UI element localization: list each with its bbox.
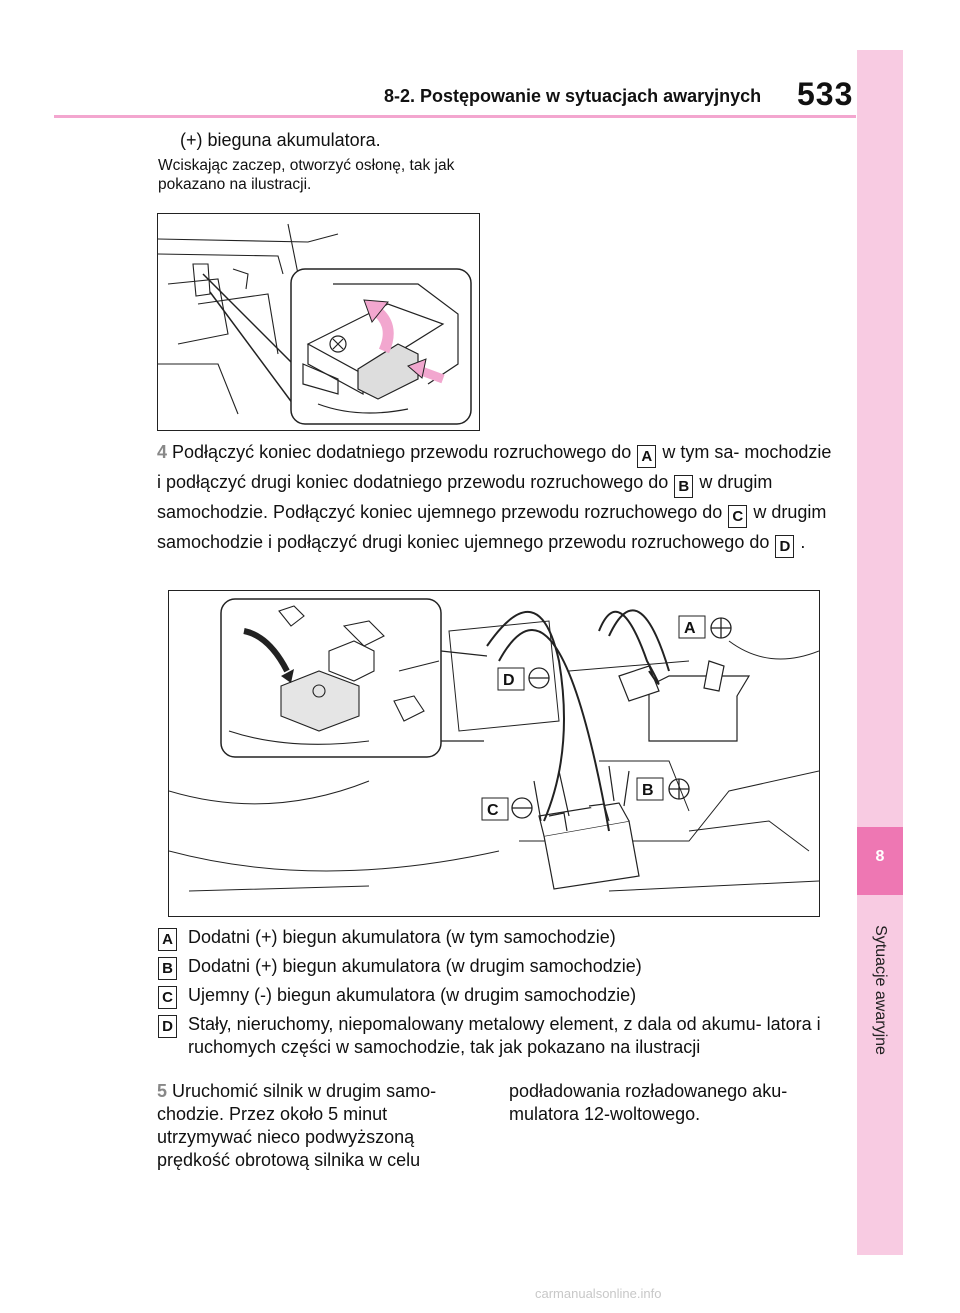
chapter-title: Sytuacje awaryjne [872, 925, 889, 1055]
legend-label: A [158, 928, 177, 951]
section-title: 8-2. Postępowanie w sytuacjach awaryjnych [384, 86, 762, 106]
legend-text: Stały, nieruchomy, niepomalowany metalowy element, z dala od akumu- latora i ruchomych części w samochodzie, tak jak pokazano na ilustracji [188, 1014, 821, 1057]
legend-label: B [158, 957, 177, 980]
label-d: D [775, 535, 794, 558]
step-number: 4 [157, 442, 168, 462]
label-a-on-image: A [684, 620, 696, 637]
step-4-part-1: Podłączyć koniec dodatniego przewodu rozruchowego do [172, 442, 632, 462]
step-5-column-1 [157, 1080, 487, 1172]
header-rule [54, 115, 856, 118]
chapter-side-tab [857, 50, 903, 1255]
chapter-number: 8 [875, 848, 885, 865]
step-5-column-2: podładowania rozładowanego aku- mulatora 12-woltowego. [509, 1081, 788, 1124]
page-number: 533 [797, 76, 854, 112]
intro-line: (+) bieguna akumulatora. [180, 130, 381, 150]
jump-start-illustration [168, 590, 820, 917]
label-d-on-image: D [503, 672, 515, 689]
step-4-part-2: w tym sa- mochodzie i podłączyć drugi koniec dodatniego przewodu rozruchowego do [157, 442, 832, 492]
step-4-text [157, 438, 837, 558]
step-number: 5 [157, 1081, 168, 1101]
legend-text: Dodatni (+) biegun akumulatora (w drugim samochodzie) [188, 956, 642, 976]
intro-note: Wciskając zaczep, otworzyć osłonę, tak jak pokazano na ilustracji. [158, 157, 455, 193]
label-b-on-image: B [642, 782, 654, 799]
legend-text: Dodatni (+) biegun akumulatora (w tym samochodzie) [188, 927, 616, 947]
step-4-part-3: w drugim samochodzie. Podłączyć koniec ujemnego przewodu rozruchowego do [157, 472, 773, 522]
step-5-text: Uruchomić silnik w drugim samo- chodzie. Przez około 5 minut utrzymywać nieco podwyższoną prędkość obrotową silnika w celu [157, 1081, 437, 1170]
legend-label: C [158, 986, 177, 1009]
step-4-part-5: . [800, 532, 806, 552]
label-c: C [728, 505, 747, 528]
legend-label: D [158, 1015, 177, 1038]
label-c-on-image: C [487, 802, 499, 819]
label-b: B [674, 475, 693, 498]
battery-cover-illustration [157, 213, 480, 431]
watermark: carmanualsonline.info [535, 1286, 662, 1301]
label-a: A [637, 445, 656, 468]
legend-text: Ujemny (-) biegun akumulatora (w drugim samochodzie) [188, 985, 637, 1005]
step-4-part-4: w drugim samochodzie i podłączyć drugi koniec ujemnego przewodu rozruchowego do [157, 502, 827, 552]
